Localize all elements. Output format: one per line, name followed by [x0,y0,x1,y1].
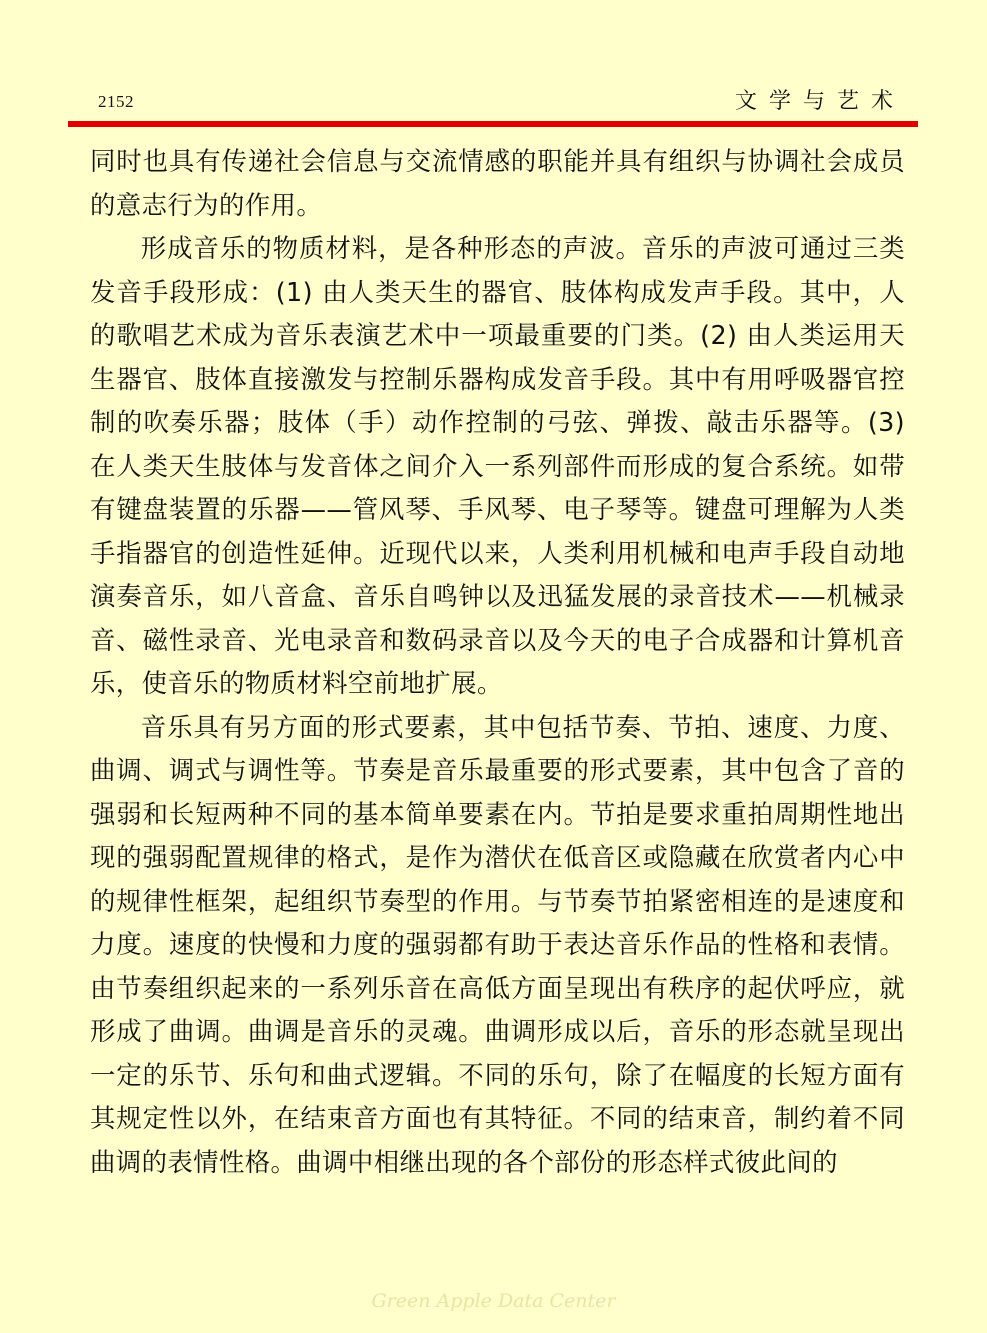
body-text [90,140,905,1184]
paragraph-continued: 同时也具有传递社会信息与交流情感的职能并具有组织与协调社会成员的意志行为的作用。 [90,146,905,220]
paragraph-sound-materials: 形成音乐的物质材料，是各种形态的声波。音乐的声波可通过三类发音手段形成：(1) 由人类天生的器官、肢体构成发声手段。其中，人的歌唱艺术成为音乐表演艺术中一项最重要的门类。(2) 由人类运用天生器官、肢体直接激发与控制乐器构成发音手段。其中有用呼吸器官控制的吹奏乐器；肢体（手）动作控制的弓弦、弹拨、敲击乐器等。(3) 在人类天生肢体与发音体之间介入一系列部件而形成的复合系统。如带有键盘装置的乐器——管风琴、手风琴、电子琴等。键盘可理解为人类手指器官的创造性延伸。近现代以来，人类利用机械和电声手段自动地演奏音乐，如八音盒、音乐自鸣钟以及迅猛发展的录音技术——机械录音、磁性录音、光电录音和数码录音以及今天的电子合成器和计算机音乐，使音乐的物质材料空前地扩展。 [90,233,905,698]
header-rule [68,121,918,127]
paragraph-form-elements: 音乐具有另方面的形式要素，其中包括节奏、节拍、速度、力度、曲调、调式与调性等。节奏是音乐最重要的形式要素，其中包含了音的强弱和长短两种不同的基本简单要素在内。节拍是要求重拍周期性地出现的强弱配置规律的格式，是作为潜伏在低音区或隐藏在欣赏者内心中的规律性框架，起组织节奏型的作用。与节奏节拍紧密相连的是速度和力度。速度的快慢和力度的强弱都有助于表达音乐作品的性格和表情。由节奏组织起来的一系列乐音在高低方面呈现出有秩序的起伏呼应，就形成了曲调。曲调是音乐的灵魂。曲调形成以后，音乐的形态就呈现出一定的乐节、乐句和曲式逻辑。不同的乐句，除了在幅度的长短方面有其规定性以外，在结束音方面也有其特征。不同的结束音，制约着不同曲调的表情性格。曲调中相继出现的各个部份的形态样式彼此间的 [90,711,905,1177]
watermark: Green Apple Data Center [371,1290,616,1312]
running-title: 文学与艺术 [734,89,905,114]
page-number: 2152 [98,92,134,111]
page-header [90,80,909,116]
